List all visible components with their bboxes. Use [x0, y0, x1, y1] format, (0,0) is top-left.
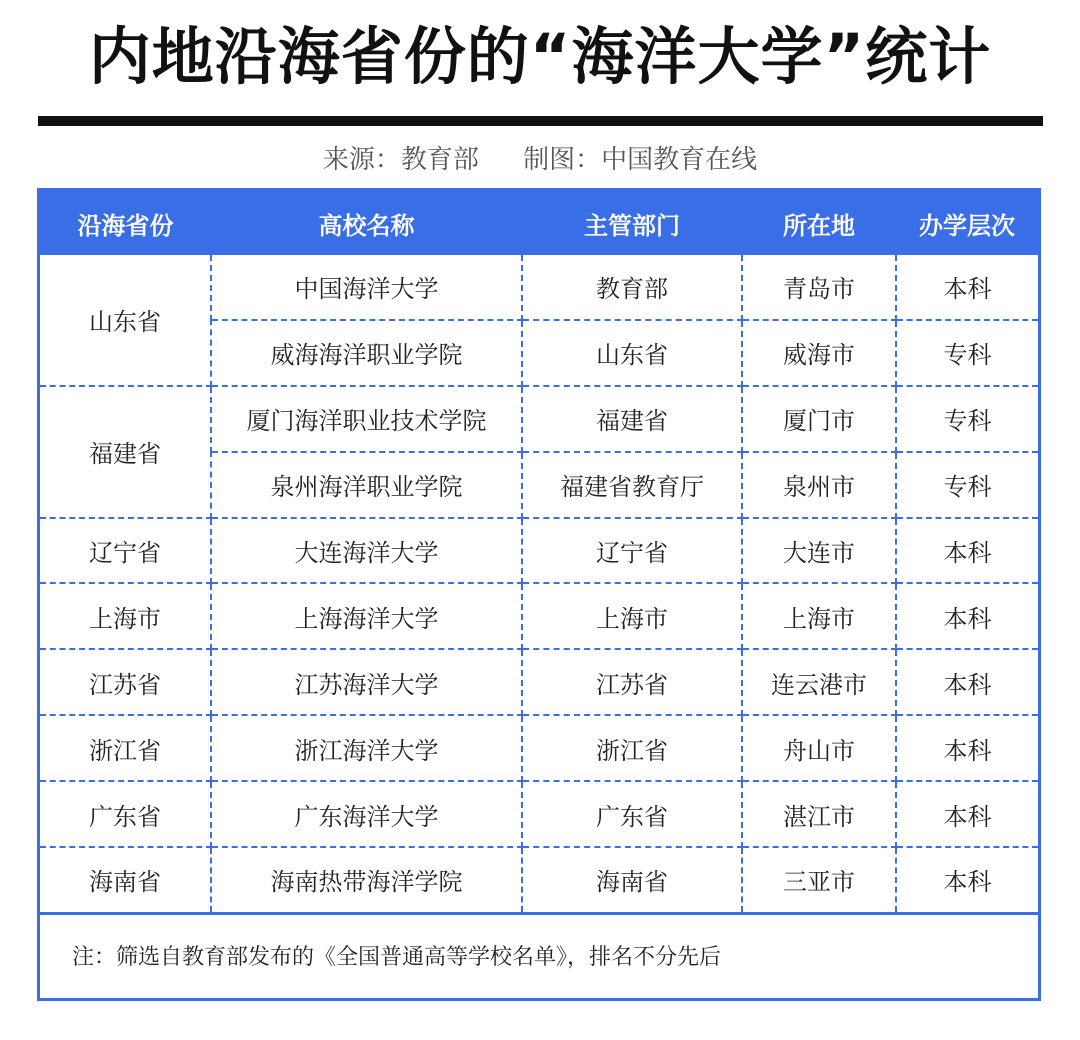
page-title: 内地沿海省份的“海洋大学”统计	[88, 20, 992, 93]
header-dept: 主管部门	[522, 191, 742, 255]
title-divider	[38, 116, 1043, 126]
cell-province: 上海市	[40, 583, 211, 649]
footnote: 注：筛选自教育部发布的《全国普通高等学校名单》，排名不分先后	[37, 915, 1041, 1001]
cell-level: 本科	[896, 649, 1038, 715]
cell-city: 厦门市	[742, 386, 896, 452]
table-row	[40, 781, 1038, 847]
table-row	[40, 583, 1038, 649]
cell-province: 山东省	[40, 255, 211, 386]
cell-level: 专科	[896, 452, 1038, 518]
cell-school: 中国海洋大学	[211, 255, 522, 320]
cell-dept: 广东省	[522, 781, 742, 847]
cell-level: 专科	[896, 320, 1038, 386]
header-level: 办学层次	[896, 191, 1038, 255]
table-body	[40, 255, 1038, 912]
table-row	[40, 847, 1038, 912]
cell-dept: 山东省	[522, 320, 742, 386]
cell-level: 本科	[896, 781, 1038, 847]
data-table	[40, 191, 1038, 912]
cell-school: 海南热带海洋学院	[211, 847, 522, 912]
cell-city: 上海市	[742, 583, 896, 649]
cell-dept: 福建省	[522, 386, 742, 452]
cell-dept: 浙江省	[522, 715, 742, 781]
table-row	[40, 386, 1038, 452]
cell-level: 本科	[896, 715, 1038, 781]
cell-school: 泉州海洋职业学院	[211, 452, 522, 518]
cell-province: 广东省	[40, 781, 211, 847]
source-label: 来源：教育部	[322, 145, 479, 175]
universities-table	[37, 188, 1041, 915]
cell-city: 泉州市	[742, 452, 896, 518]
cell-province: 浙江省	[40, 715, 211, 781]
cell-dept: 辽宁省	[522, 518, 742, 584]
cell-school: 上海海洋大学	[211, 583, 522, 649]
cell-school: 大连海洋大学	[211, 518, 522, 584]
source-line	[0, 140, 1080, 180]
table-row	[40, 649, 1038, 715]
table-row	[40, 255, 1038, 320]
cell-province: 江苏省	[40, 649, 211, 715]
cell-province: 海南省	[40, 847, 211, 912]
cell-dept: 福建省教育厅	[522, 452, 742, 518]
cell-province: 福建省	[40, 386, 211, 518]
cell-school: 威海海洋职业学院	[211, 320, 522, 386]
credit-label: 制图：中国教育在线	[523, 145, 758, 175]
header-school: 高校名称	[211, 191, 522, 255]
cell-dept: 江苏省	[522, 649, 742, 715]
cell-city: 青岛市	[742, 255, 896, 320]
cell-level: 本科	[896, 518, 1038, 584]
cell-school: 广东海洋大学	[211, 781, 522, 847]
table-header-row	[40, 191, 1038, 255]
cell-level: 专科	[896, 386, 1038, 452]
cell-city: 大连市	[742, 518, 896, 584]
cell-level: 本科	[896, 255, 1038, 320]
table-row	[40, 715, 1038, 781]
cell-school: 浙江海洋大学	[211, 715, 522, 781]
cell-dept: 教育部	[522, 255, 742, 320]
cell-city: 威海市	[742, 320, 896, 386]
cell-province: 辽宁省	[40, 518, 211, 584]
cell-dept: 海南省	[522, 847, 742, 912]
cell-city: 湛江市	[742, 781, 896, 847]
header-province: 沿海省份	[40, 191, 211, 255]
cell-school: 厦门海洋职业技术学院	[211, 386, 522, 452]
cell-city: 连云港市	[742, 649, 896, 715]
cell-level: 本科	[896, 583, 1038, 649]
header-city: 所在地	[742, 191, 896, 255]
cell-city: 三亚市	[742, 847, 896, 912]
table-row	[40, 518, 1038, 584]
cell-level: 本科	[943, 868, 992, 897]
cell-city: 舟山市	[742, 715, 896, 781]
cell-dept: 上海市	[522, 583, 742, 649]
cell-school: 江苏海洋大学	[211, 649, 522, 715]
